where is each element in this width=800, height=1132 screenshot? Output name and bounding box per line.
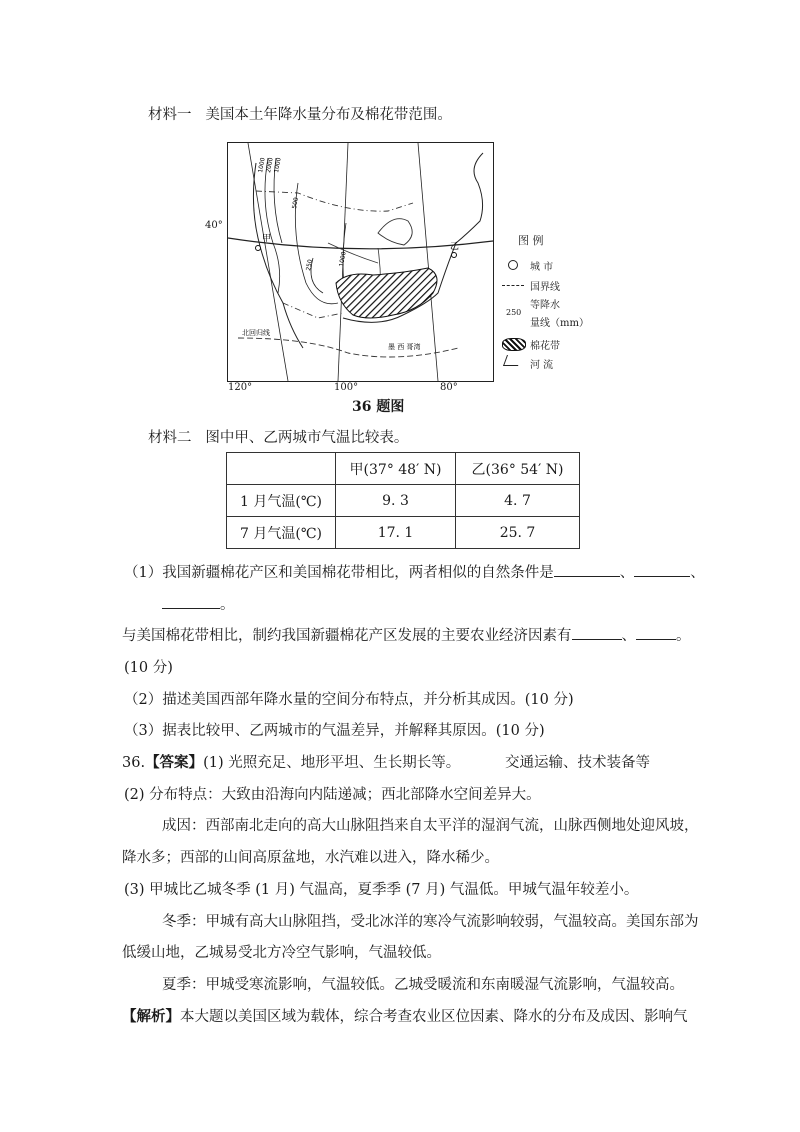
separator: 、 bbox=[690, 565, 705, 581]
isohyet-500 bbox=[295, 183, 338, 304]
great-lakes bbox=[378, 219, 412, 245]
analysis-text: 本大题以美国区域为载体，综合考查农业区位因素、降水的分布及成因、影响气 bbox=[180, 1009, 688, 1025]
label-iso500: 500 bbox=[291, 196, 300, 210]
material-one-label: 材料一 bbox=[148, 107, 192, 123]
legend-city: 城 市 bbox=[530, 262, 554, 273]
answer-2: (2) 分布特点：大致由沿海向内陆递减；西北部降水空间差异大。 bbox=[124, 787, 541, 803]
mexico-border bbox=[283, 303, 343, 318]
figure-caption: 36 题图 bbox=[352, 399, 405, 415]
material-two-label: 材料二 bbox=[148, 430, 192, 446]
period: 。 bbox=[676, 628, 691, 644]
answer-1: (1) 光照充足、地形平坦、生长期长等。 bbox=[203, 755, 461, 771]
legend-river-icon bbox=[503, 355, 522, 366]
label-iso1000a: 1000 bbox=[257, 157, 267, 174]
us-precipitation-map bbox=[200, 142, 595, 392]
answer-3: (3) 甲城比乙城冬季 (1 月) 气温高，夏季季 (7 月) 气温低。甲城气温年较差小。 bbox=[124, 882, 639, 898]
table-cell: 17. 1 bbox=[336, 517, 456, 549]
table-header-cell bbox=[227, 453, 336, 485]
label-iso1000c: 1000 bbox=[338, 251, 348, 268]
table-header-cell: 乙(36° 54′ N) bbox=[456, 453, 580, 485]
table-row bbox=[227, 517, 580, 549]
table-row bbox=[227, 485, 580, 517]
legend-title: 图 例 bbox=[518, 234, 544, 247]
label-gulf: 墨 西 哥湾 bbox=[388, 343, 421, 351]
question-2: （2）描述美国西部年降水量的空间分布特点，并分析其成因。(10 分) bbox=[124, 692, 574, 708]
answer-3-summer: 夏季：甲城受寒流影响，气温较低。乙城受暖流和东南暖湿气流影响，气温较高。 bbox=[162, 977, 684, 993]
answer-blank[interactable] bbox=[162, 596, 220, 609]
separator: 、 bbox=[619, 565, 635, 581]
material-two-text: 图中甲、乙两城市气温比较表。 bbox=[205, 430, 409, 446]
answer-2-cause-2: 降水多；西部的山间高原盆地，水汽难以进入，降水稀少。 bbox=[122, 850, 499, 866]
question-3: （3）据表比较甲、乙两城市的气温差异，并解释其原因。(10 分) bbox=[124, 723, 545, 739]
table-cell: 1 月气温(℃) bbox=[227, 485, 336, 517]
lat-40-label: 40° bbox=[205, 220, 223, 231]
question-1-line-3 bbox=[122, 624, 691, 645]
answer-blank[interactable] bbox=[572, 627, 622, 640]
table-cell: 25. 7 bbox=[456, 517, 580, 549]
material-two bbox=[148, 426, 408, 447]
map-frame bbox=[227, 142, 494, 382]
analysis-line bbox=[122, 1005, 688, 1026]
table-cell: 7 月气温(℃) bbox=[227, 517, 336, 549]
tropic-line bbox=[238, 338, 458, 357]
answer-label: 【答案】 bbox=[145, 754, 204, 771]
missouri-river bbox=[328, 243, 378, 263]
answer-1b: 交通运输、技术装备等 bbox=[505, 755, 650, 771]
table-cell: 9. 3 bbox=[336, 485, 456, 517]
answer-blank[interactable] bbox=[634, 564, 690, 577]
label-iso250: 250 bbox=[305, 258, 314, 272]
answer-number: 36. bbox=[122, 755, 146, 771]
question-1-score: (10 分) bbox=[124, 660, 173, 676]
city-yi bbox=[452, 253, 457, 258]
label-iso1000b: 1000 bbox=[273, 157, 283, 174]
analysis-label: 【解析】 bbox=[122, 1008, 180, 1025]
answer-blank[interactable] bbox=[554, 564, 620, 577]
label-tropic: 北回归线 bbox=[242, 329, 270, 337]
label-iso2000: 2000 bbox=[265, 157, 275, 174]
cotton-belt bbox=[336, 268, 437, 318]
answer-2-cause-1: 成因：西部南北走向的高大山脉阻挡来自太平洋的湿润气流，山脉西侧地处迎风坡， bbox=[162, 818, 699, 834]
legend-isohyet-2: 量线（mm） bbox=[530, 318, 589, 329]
answer-blank[interactable] bbox=[636, 627, 676, 640]
lon-120-label: 120° bbox=[228, 382, 253, 393]
legend-isohyet-1: 等降水 bbox=[530, 300, 560, 311]
material-one bbox=[148, 103, 452, 124]
answer-line-1 bbox=[122, 751, 460, 772]
table-header-cell: 甲(37° 48′ N) bbox=[336, 453, 456, 485]
legend-cotton: 棉花带 bbox=[530, 341, 560, 352]
answer-3-winter-1: 冬季：甲城有高大山脉阻挡，受北冰洋的寒冷气流影响较弱，气温较高。美国东部为 bbox=[162, 914, 699, 930]
table-header-row bbox=[227, 453, 580, 485]
legend-border-icon bbox=[502, 285, 524, 286]
question-1-line-1 bbox=[124, 561, 705, 582]
legend-border: 国界线 bbox=[530, 282, 560, 293]
label-yi: 乙 bbox=[450, 242, 460, 252]
legend-city-icon bbox=[508, 260, 518, 270]
separator: 、 bbox=[621, 628, 636, 644]
canada-border bbox=[256, 191, 413, 211]
legend-isohyet-value: 250 bbox=[506, 308, 522, 317]
lon-100-label: 100° bbox=[334, 382, 359, 393]
west-coastline bbox=[253, 163, 303, 348]
period: 。 bbox=[220, 597, 235, 613]
legend-cotton-icon bbox=[502, 338, 526, 351]
table-cell: 4. 7 bbox=[456, 485, 580, 517]
question-1-text: （1）我国新疆棉花产区和美国棉花带相比，两者相似的自然条件是 bbox=[124, 565, 554, 581]
answer-3-winter-2: 低缓山地，乙城易受北方冷空气影响，气温较低。 bbox=[122, 945, 441, 961]
map-drawing bbox=[228, 143, 493, 381]
label-jia: 甲 bbox=[262, 234, 272, 244]
question-1-factors-text: 与美国棉花带相比，制约我国新疆棉花产区发展的主要农业经济因素有 bbox=[122, 628, 572, 644]
lon-80-label: 80° bbox=[440, 382, 458, 393]
city-jia bbox=[256, 246, 261, 251]
question-1-line-2 bbox=[162, 593, 235, 614]
material-one-text: 美国本土年降水量分布及棉花带范围。 bbox=[205, 107, 452, 123]
temperature-table bbox=[226, 452, 580, 549]
legend-river: 河 流 bbox=[530, 360, 554, 371]
meridian-80-line bbox=[418, 143, 438, 381]
